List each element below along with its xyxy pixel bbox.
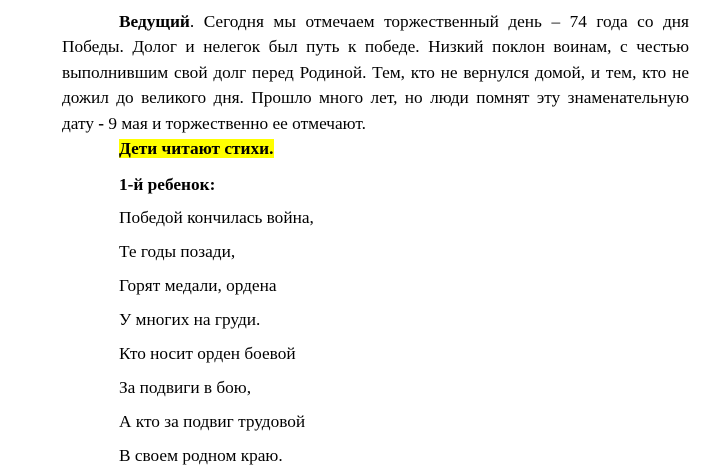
highlighted-text: Дети читают стихи. — [119, 139, 274, 158]
poem-line: А кто за подвиг трудовой — [119, 412, 306, 431]
children-read-heading — [119, 138, 274, 160]
intro-text-end: 9 мая и торжественно ее отмечают. — [108, 113, 366, 133]
poem-line: Кто носит орден боевой — [119, 344, 296, 363]
poem-line: Горят медали, ордена — [119, 276, 277, 295]
date-dash: - — [93, 113, 109, 133]
poem-line: В своем родном краю. — [119, 446, 283, 465]
intro-text: . Сегодня мы отмечаем торжественный день – 74 года со дня Победы. Долог и нелегок был путь к победе. Низкий поклон воинам, с честью выполнившим свой долг перед Родиной. Тем, кто не вернулся домой, и тем, кто не дожил до великого дня. Прошло много лет, но люди помнят эту знаменательную дату — [62, 12, 689, 133]
poem-line: Те годы позади, — [119, 242, 236, 261]
poem-line: Победой кончилась война, — [119, 208, 314, 227]
poem-line: За подвиги в бою, — [119, 378, 252, 397]
poem-line: У многих на груди. — [119, 310, 261, 329]
first-child-heading: 1-й ребенок: — [119, 175, 216, 194]
speaker-label: Ведущий — [119, 12, 190, 31]
intro-paragraph — [62, 9, 689, 136]
